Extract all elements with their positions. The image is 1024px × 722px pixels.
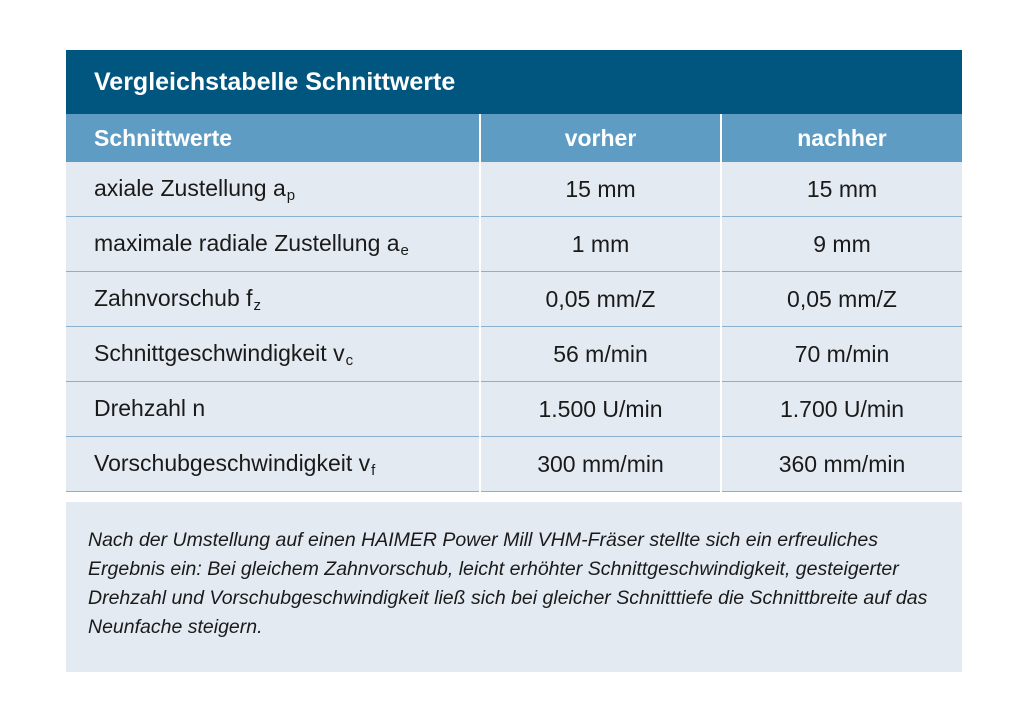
table-row (66, 272, 962, 327)
row-label-text: maximale radiale Zustellung a (94, 229, 400, 256)
row-label-subscript: e (400, 241, 409, 259)
value-before: 0,05 mm/Z (480, 272, 721, 327)
table-row (66, 217, 962, 272)
row-label-text: Drehzahl n (94, 394, 206, 421)
table-row (66, 382, 962, 437)
comparison-table (66, 114, 962, 492)
comparison-card (66, 50, 962, 672)
column-header-after: nachher (721, 114, 962, 162)
row-label-subscript: z (253, 296, 262, 314)
row-label (66, 382, 480, 437)
row-label-subscript: c (345, 351, 354, 369)
value-after: 9 mm (721, 217, 962, 272)
value-after: 360 mm/min (721, 437, 962, 492)
table-title: Vergleichstabelle Schnittwerte (66, 50, 962, 114)
value-after: 15 mm (721, 162, 962, 217)
value-before: 56 m/min (480, 327, 721, 382)
value-after: 1.700 U/min (721, 382, 962, 437)
row-label (66, 327, 480, 382)
column-header-parameter: Schnittwerte (66, 114, 480, 162)
row-label-subscript: p (286, 186, 296, 204)
row-label-text: axiale Zustellung a (94, 174, 286, 201)
table-row (66, 437, 962, 492)
value-before: 300 mm/min (480, 437, 721, 492)
value-before: 15 mm (480, 162, 721, 217)
row-label (66, 272, 480, 327)
row-label (66, 162, 480, 217)
caption-note: Nach der Umstellung auf einen HAIMER Power Mill VHM-Fräser stellte sich ein erfreuliches Ergebnis ein: Bei gleichem Zahnvorschub, leicht erhöhter Schnittgeschwindigkeit, gesteigerter Drehzahl und Vorschubgeschwindigkeit ließ sich bei gleicher Schnitttiefe die Schnittbreite auf das Neunfache steigern. (66, 502, 962, 672)
row-label-text: Zahnvorschub f (94, 284, 253, 311)
value-after: 0,05 mm/Z (721, 272, 962, 327)
row-label-text: Schnittgeschwindigkeit v (94, 339, 345, 366)
value-before: 1.500 U/min (480, 382, 721, 437)
row-label-subscript: f (371, 461, 376, 479)
value-before: 1 mm (480, 217, 721, 272)
table-row (66, 327, 962, 382)
row-label-text: Vorschubgeschwindigkeit v (94, 449, 371, 476)
table-row (66, 162, 962, 217)
value-after: 70 m/min (721, 327, 962, 382)
header-row (66, 114, 962, 162)
row-label (66, 217, 480, 272)
column-header-before: vorher (480, 114, 721, 162)
row-label (66, 437, 480, 492)
